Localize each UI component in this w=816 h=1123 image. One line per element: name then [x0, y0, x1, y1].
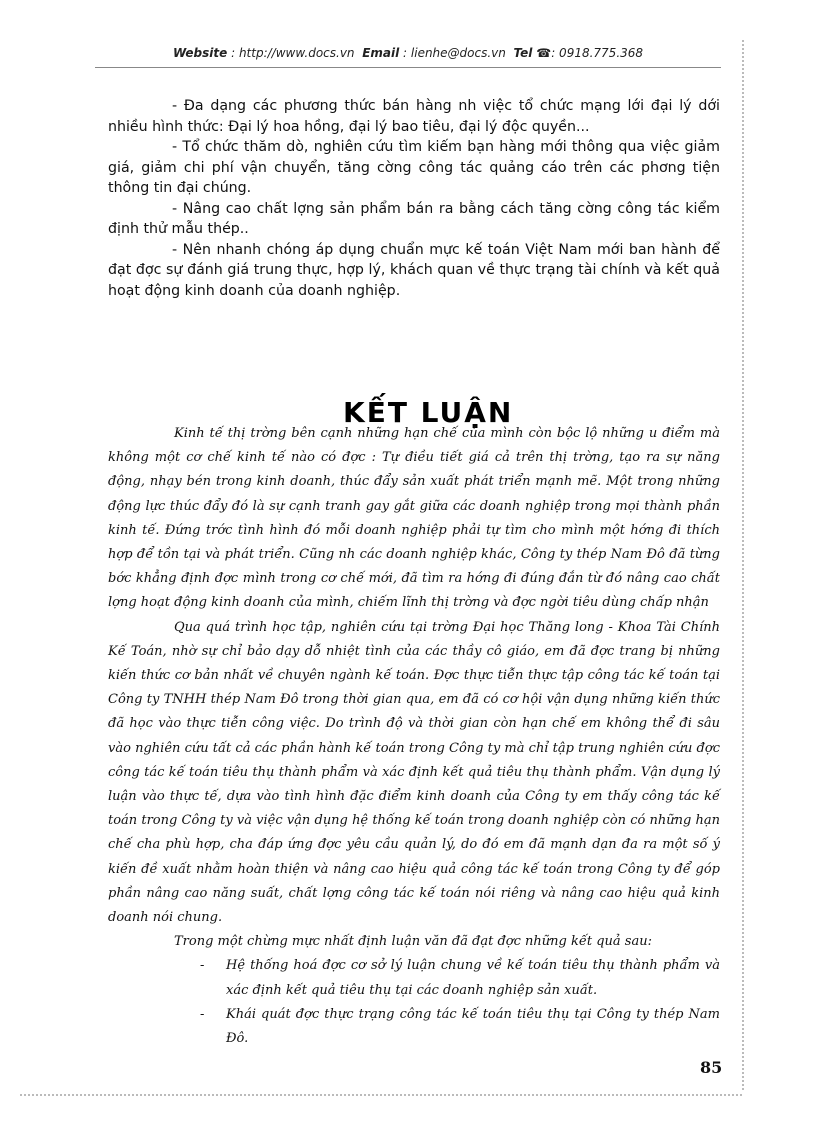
tel-label: Tel — [513, 46, 533, 60]
website-value: : http://www.docs.vn — [231, 46, 355, 60]
recommendation-paragraph: - Đa dạng các phương thức bán hàng nh việc tổ chức mạng lới đại lý dới nhiều hình thức: Đại lý hoa hồng, đại lý bao tiêu, đại lý độc quyền... — [108, 98, 720, 135]
email-value: : lienhe@docs.vn — [403, 46, 506, 60]
list-item — [108, 1003, 720, 1051]
page-number: 85 — [700, 1058, 723, 1077]
website-label: Website — [172, 46, 228, 60]
conclusion-paragraph: Kinh tế thị trờng bên cạnh những hạn chế của mình còn bộc lộ những u điểm mà không một cơ chế kinh tế nào có đợc : Tự điều tiết giá cả trên thị trờng, tạo ra sự năng động, nhạy bén trong kinh doanh, thúc đẩy sản xuất phát triển mạnh mẽ. Một trong những động lực thúc đẩy đó là sự cạnh tranh gay gắt giữa các doanh nghiệp trong mọi thành phần kinh tế. Đứng trớc tình hình đó mỗi doanh nghiệp phải tự tìm cho mình một hớng đi thích hợp để tồn tại và phát triển. Cũng nh các doanh nghiệp khác, Công ty thép Nam Đô đã từng bớc khẳng định đợc mình trong cơ chế mới, đã tìm ra hớng đi đúng đắn từ đó nâng cao chất lợng hoạt động kinh doanh của mình, chiếm lĩnh thị trờng và đợc ngời tiêu dùng chấp nhận — [108, 426, 720, 611]
tel-value: : 0918.775.368 — [551, 46, 644, 60]
list-item-text: Khái quát đợc thực trạng công tác kế toán tiêu thụ tại Công ty thép Nam Đô. — [226, 1006, 720, 1047]
phone-icon: ☎ — [536, 46, 552, 60]
conclusion-paragraph: Qua quá trình học tập, nghiên cứu tại trờng Đại học Thăng long - Khoa Tài Chính Kế Toán, nhờ sự chỉ bảo dạy dỗ nhiệt tình của các thầy cô giáo, em đã đợc trang bị những kiến thức cơ bản nhất về chuyên ngành kế toán. Đợc thực tiễn thực tập công tác kế toán tại Công ty TNHH thép Nam Đô trong thời gian qua, em đã có cơ hội vận dụng những kiến thức đã học vào thực tiễn công việc. Do trình độ và thời gian còn hạn chế em không thể đi sâu vào nghiên cứu tất cả các phần hành kế toán trong Công ty mà chỉ tập trung nghiên cứu đợc công tác kế toán tiêu thụ thành phẩm và xác định kết quả tiêu thụ thành phẩm. Vận dụng lý luận vào thực tế, dựa vào tình hình đặc điểm kinh doanh của Công ty em thấy công tác kế toán trong Công ty và việc vận dụng hệ thống kế toán trong doanh nghiệp còn có những hạn chế cha phù hợp, cha đáp ứng đợc yêu cầu quản lý, do đó em đã mạnh dạn đa ra một số ý kiến đề xuất nhằm hoàn thiện và nâng cao hiệu quả công tác kế toán trong Công ty để góp phần nâng cao năng suất, chất lợng công tác kế toán nói riêng và nâng cao hiệu quả kinh doanh nói chung. — [108, 619, 720, 926]
email-label: Email — [362, 46, 400, 60]
results-list — [108, 954, 720, 1051]
right-border-rule — [742, 40, 744, 1090]
list-dash: - — [200, 1006, 205, 1022]
conclusion-block — [108, 422, 720, 1051]
list-item-text: Hệ thống hoá đợc cơ sở lý luận chung về kế toán tiêu thụ thành phẩm và xác định kết quả tiêu thụ tại các doanh nghiệp sản xuất. — [226, 958, 720, 998]
bottom-border-rule — [20, 1094, 742, 1096]
list-item — [108, 954, 720, 1002]
recommendations-block — [108, 96, 720, 301]
conclusion-paragraph: Trong một chừng mực nhất định luận văn đã đạt đợc những kết quả sau: — [174, 934, 652, 950]
header-rule — [95, 67, 721, 68]
recommendation-paragraph: - Tổ chức thăm dò, nghiên cứu tìm kiếm bạn hàng mới thông qua việc giảm giá, giảm chi phí vận chuyển, tăng cờng công tác quảng cáo trên các phơng tiện thông tin đại chúng. — [108, 139, 720, 196]
list-dash: - — [200, 958, 205, 974]
page-header — [95, 46, 721, 60]
conclusion-title: KẾT LUẬN — [343, 396, 514, 429]
recommendation-paragraph: - Nên nhanh chóng áp dụng chuẩn mực kế toán Việt Nam mới ban hành để đạt đợc sự đánh giá trung thực, hợp lý, khách quan về thực trạng tài chính và kết quả hoạt động kinh doanh của doanh nghiệp. — [108, 241, 720, 299]
recommendation-paragraph: - Nâng cao chất lợng sản phẩm bán ra bằng cách tăng cờng công tác kiểm định thử mẫu thép.. — [108, 200, 720, 237]
